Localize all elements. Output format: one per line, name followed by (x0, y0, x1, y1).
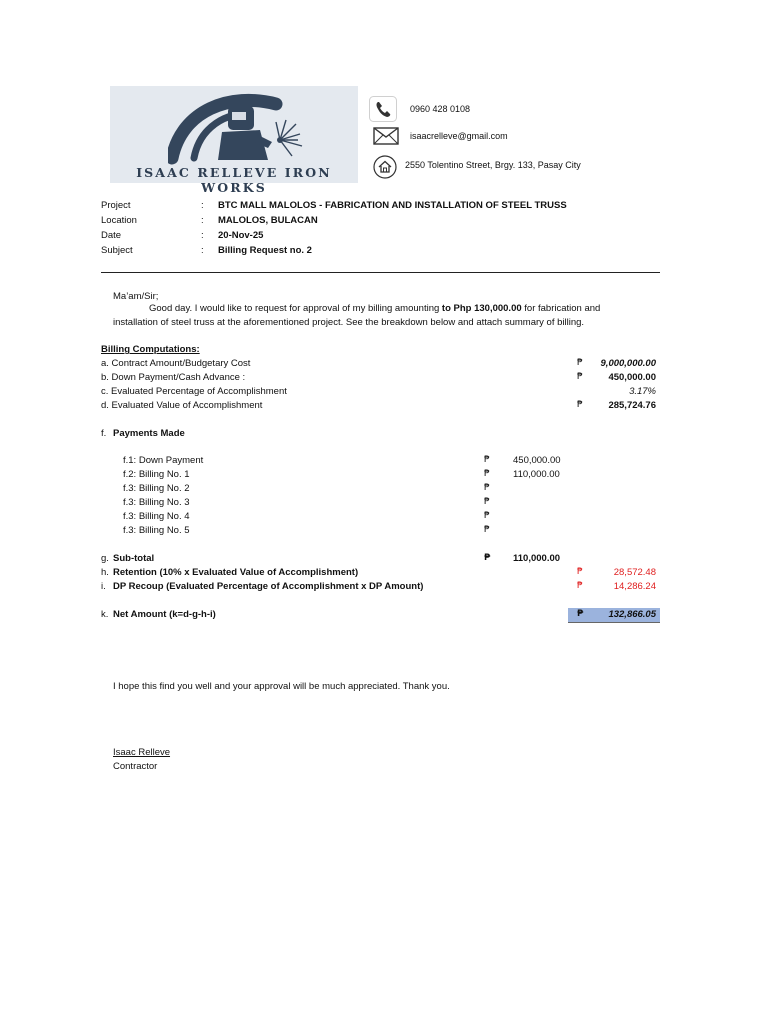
email-icon (373, 127, 399, 145)
letter-body-line-1 (149, 303, 600, 314)
peso-sign: ₱ (577, 567, 583, 577)
net-amount-value: 132,866.05 (608, 609, 656, 620)
peso-sign: ₱ (577, 609, 584, 619)
info-colon: : (201, 215, 204, 226)
project-name: BTC MALL MALOLOS - FABRICATION AND INSTALLATION OF STEEL TRUSS (218, 200, 567, 211)
subtotal-label: Sub-total (113, 553, 155, 564)
item-h-letter: h. (101, 567, 109, 578)
payment-label: f.3: Billing No. 4 (123, 511, 190, 522)
info-label: Date (101, 230, 122, 241)
peso-sign: ₱ (484, 455, 490, 465)
info-colon: : (201, 200, 204, 211)
payment-label: f.2: Billing No. 1 (123, 469, 190, 480)
company-logo (110, 86, 358, 195)
project-subject: Billing Request no. 2 (218, 245, 312, 256)
billing-amount: to Php 130,000.00 (441, 303, 522, 314)
item-i-letter: i. (101, 581, 106, 592)
contract-amount: 9,000,000.00 (600, 358, 656, 369)
dp-recoup-value: 14,286.24 (613, 581, 656, 592)
address: 2550 Tolentino Street, Brgy. 133, Pasay City (405, 160, 581, 170)
peso-sign: ₱ (484, 553, 491, 563)
accomplishment-value: 285,724.76 (608, 400, 656, 411)
dp-recoup-label: DP Recoup (Evaluated Percentage of Accomplishment x DP Amount) (113, 581, 424, 592)
net-amount-underline (568, 622, 660, 623)
payments-made-heading: Payments Made (113, 428, 185, 439)
phone-icon (369, 96, 397, 122)
info-label: Location (101, 215, 137, 226)
retention-value: 28,572.48 (613, 567, 656, 578)
item-a-label: a. Contract Amount/Budgetary Cost (101, 358, 251, 369)
peso-sign: ₱ (577, 581, 583, 591)
item-b-label: b. Down Payment/Cash Advance : (101, 372, 246, 383)
salutation: Ma’am/Sir; (113, 291, 159, 302)
retention-label: Retention (10% x Evaluated Value of Accomplishment) (113, 567, 359, 578)
accomplishment-percent: 3.17% (629, 386, 656, 397)
info-colon: : (201, 230, 204, 241)
net-amount-label: Net Amount (k=d-g-h-i) (113, 609, 216, 620)
payment-label: f.3: Billing No. 3 (123, 497, 190, 508)
payment-label: f.1: Down Payment (123, 455, 204, 466)
item-f-letter: f. (101, 428, 107, 439)
body-text: for fabrication and (521, 303, 601, 314)
computations-heading: Billing Computations: (101, 344, 200, 355)
info-label: Subject (101, 245, 133, 256)
signatory-title: Contractor (113, 761, 158, 772)
welder-icon (168, 90, 308, 166)
project-date: 20-Nov-25 (218, 230, 264, 241)
project-location: MALOLOS, BULACAN (218, 215, 318, 226)
payment-label: f.3: Billing No. 2 (123, 483, 190, 494)
closing-text: I hope this find you well and your approval will be much appreciated. Thank you. (113, 681, 450, 692)
signatory-name: Isaac Relleve (113, 747, 171, 758)
item-k-letter: k. (101, 609, 109, 620)
info-label: Project (101, 200, 131, 211)
info-colon: : (201, 245, 204, 256)
divider (101, 272, 660, 273)
body-text: Good day. I would like to request for approval of my billing amounting (149, 303, 442, 314)
peso-sign: ₱ (484, 469, 490, 479)
payment-label: f.3: Billing No. 5 (123, 525, 190, 536)
subtotal-value: 110,000.00 (513, 553, 561, 564)
email-address: isaacrelleve@gmail.com (410, 131, 508, 141)
peso-sign: ₱ (577, 400, 583, 410)
peso-sign: ₱ (484, 525, 490, 535)
company-name: ISAAC RELLEVE IRON WORKS (136, 165, 332, 195)
payment-value: 110,000.00 (513, 469, 560, 480)
phone-number: 0960 428 0108 (410, 104, 471, 114)
item-c-label: c. Evaluated Percentage of Accomplishment (101, 386, 287, 397)
item-d-label: d. Evaluated Value of Accomplishment (101, 400, 263, 411)
down-payment: 450,000.00 (608, 372, 656, 383)
peso-sign: ₱ (484, 497, 490, 507)
peso-sign: ₱ (484, 511, 490, 521)
peso-sign: ₱ (577, 372, 583, 382)
peso-sign: ₱ (484, 483, 490, 493)
letter-body-line-2: installation of steel truss at the aforementioned project. See the breakdown below and attach summary of billing. (113, 317, 585, 328)
payment-value: 450,000.00 (513, 455, 561, 466)
home-icon (373, 155, 397, 179)
item-g-letter: g. (101, 553, 109, 564)
peso-sign: ₱ (577, 358, 583, 368)
